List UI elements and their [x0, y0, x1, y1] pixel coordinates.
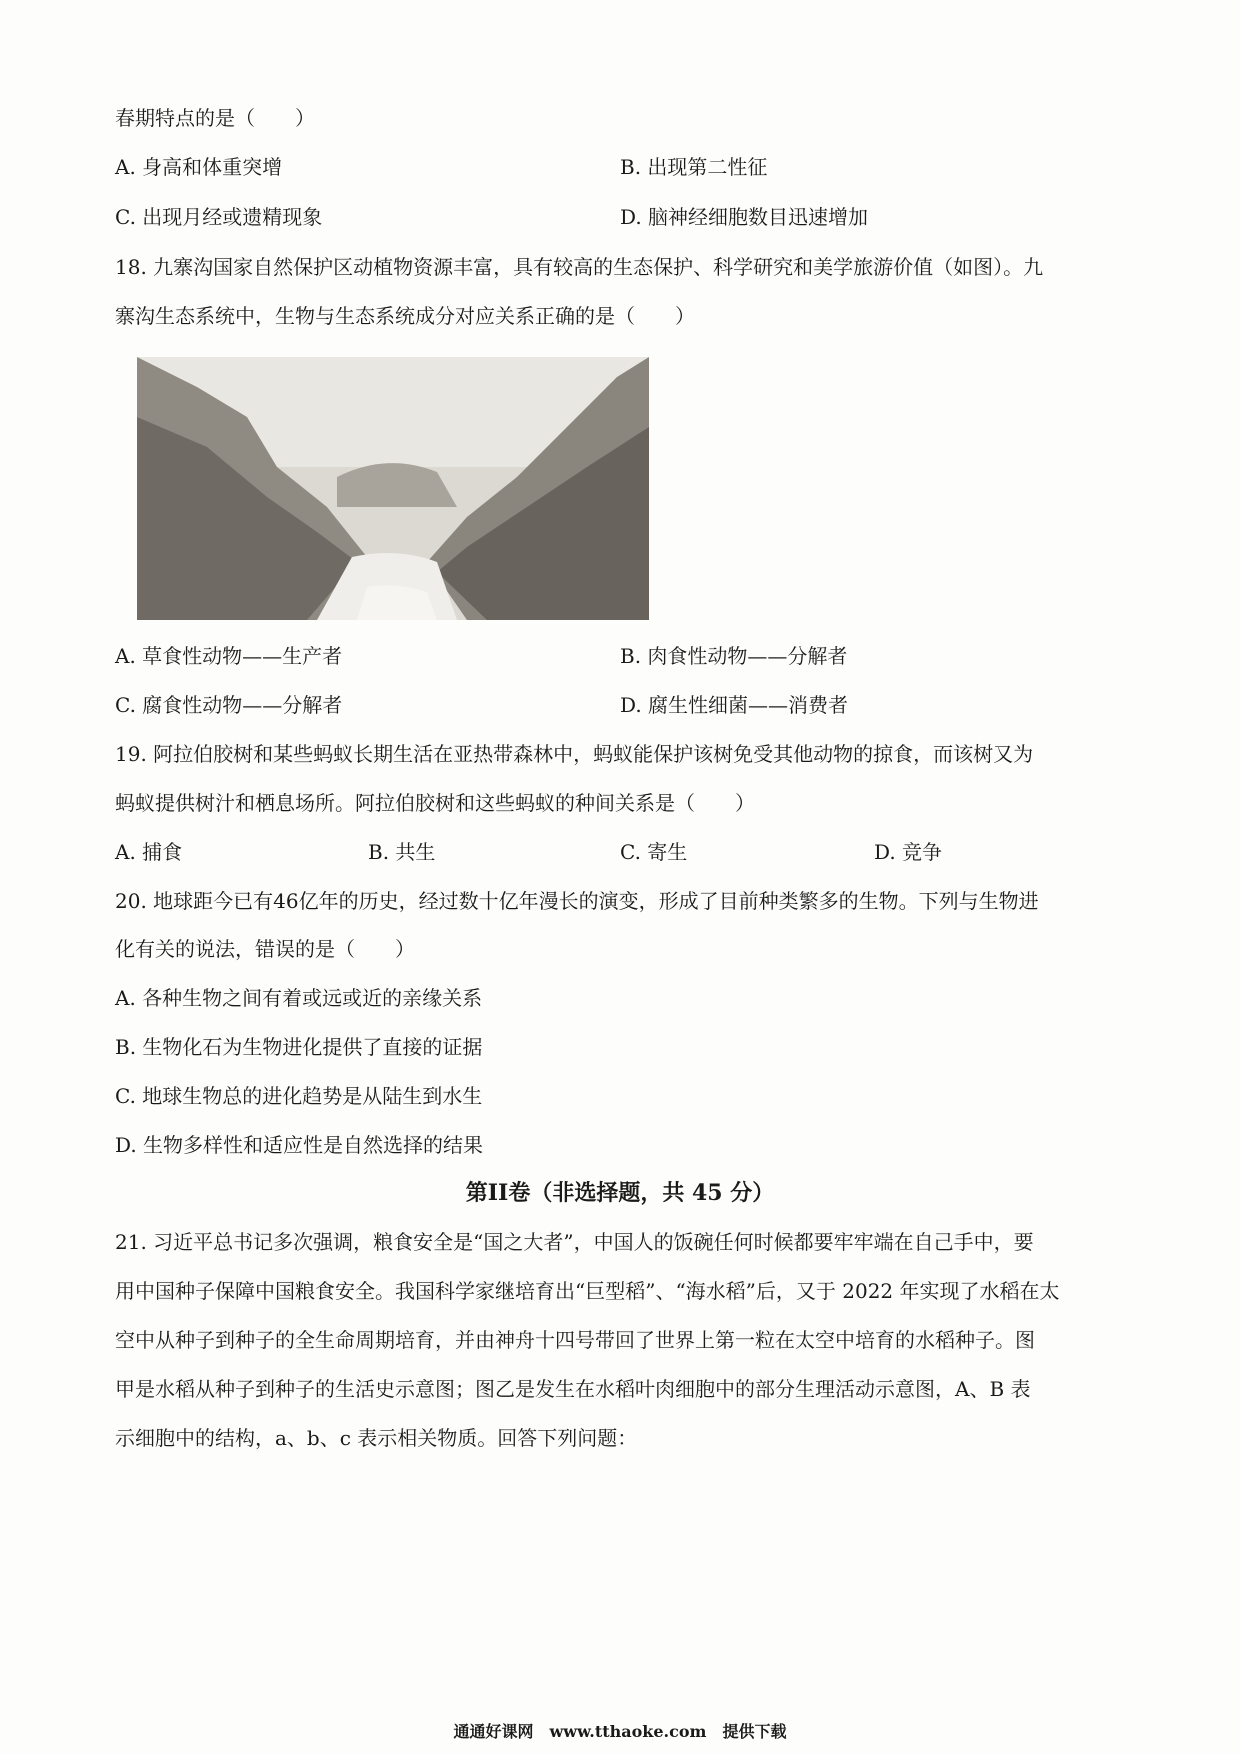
q17-option-c: C. 出现月经或遗精现象 [115, 205, 323, 229]
q21-stem-line-3: 空中从种子到种子的全生命周期培育，并由神舟十四号带回了世界上第一粒在太空中培育的水稻种子。图 [115, 1328, 1035, 1352]
q20-option-b: B. 生物化石为生物进化提供了直接的证据 [115, 1035, 483, 1059]
q19-stem-line-2: 蚂蚁提供树汁和栖息场所。阿拉伯胶树和这些蚂蚁的种间关系是（ ） [115, 791, 755, 815]
section-title: 第II卷（非选择题，共 45 分） [465, 1180, 775, 1206]
q18-option-a: A. 草食性动物——生产者 [115, 644, 343, 668]
q19-option-b: B. 共生 [368, 840, 436, 864]
q20-stem-line-2: 化有关的说法，错误的是（ ） [115, 937, 415, 961]
q20-option-a: A. 各种生物之间有着或远或近的亲缘关系 [115, 986, 483, 1010]
q19-stem-line-1: 19. 阿拉伯胶树和某些蚂蚁长期生活在亚热带森林中，蚂蚁能保护该树免受其他动物的掠食，而该树又为 [115, 742, 1034, 766]
q19-option-d: D. 竞争 [874, 840, 943, 864]
page-footer: 通通好课网 www.tthaoke.com 提供下载 [453, 1722, 787, 1741]
q19-option-c: C. 寄生 [620, 840, 688, 864]
q21-stem-line-2: 用中国种子保障中国粮食安全。我国科学家继培育出“巨型稻”、“海水稻”后，又于 2022 年实现了水稻在太 [115, 1279, 1060, 1303]
q18-option-b: B. 肉食性动物——分解者 [620, 644, 848, 668]
q18-option-c: C. 腐食性动物——分解者 [115, 693, 343, 717]
q20-option-c: C. 地球生物总的进化趋势是从陆生到水生 [115, 1084, 483, 1108]
q20-option-d: D. 生物多样性和适应性是自然选择的结果 [115, 1133, 484, 1157]
q21-stem-line-4: 甲是水稻从种子到种子的生活史示意图；图乙是发生在水稻叶肉细胞中的部分生理活动示意图，A、B 表 [115, 1377, 1031, 1401]
q19-option-a: A. 捕食 [115, 840, 183, 864]
q17-option-d: D. 脑神经细胞数目迅速增加 [620, 205, 869, 229]
jiuzhaigou-photo [137, 357, 649, 620]
q21-stem-line-1: 21. 习近平总书记多次强调，粮食安全是“国之大者”，中国人的饭碗任何时候都要牢牢端在自己手中，要 [115, 1230, 1034, 1254]
q18-option-d: D. 腐生性细菌——消费者 [620, 693, 849, 717]
q17-stem-tail: 春期特点的是（ ） [115, 106, 315, 130]
q18-stem-line-1: 18. 九寨沟国家自然保护区动植物资源丰富，具有较高的生态保护、科学研究和美学旅游价值（如图）。九 [115, 255, 1044, 279]
q17-option-b: B. 出现第二性征 [620, 155, 768, 179]
q17-option-a: A. 身高和体重突增 [115, 155, 283, 179]
q18-stem-line-2: 寨沟生态系统中，生物与生态系统成分对应关系正确的是（ ） [115, 304, 695, 328]
q21-stem-line-5: 示细胞中的结构，a、b、c 表示相关物质。回答下列问题： [115, 1426, 638, 1450]
q20-stem-line-1: 20. 地球距今已有46亿年的历史，经过数十亿年漫长的演变，形成了目前种类繁多的生物。下列与生物进 [115, 889, 1039, 913]
